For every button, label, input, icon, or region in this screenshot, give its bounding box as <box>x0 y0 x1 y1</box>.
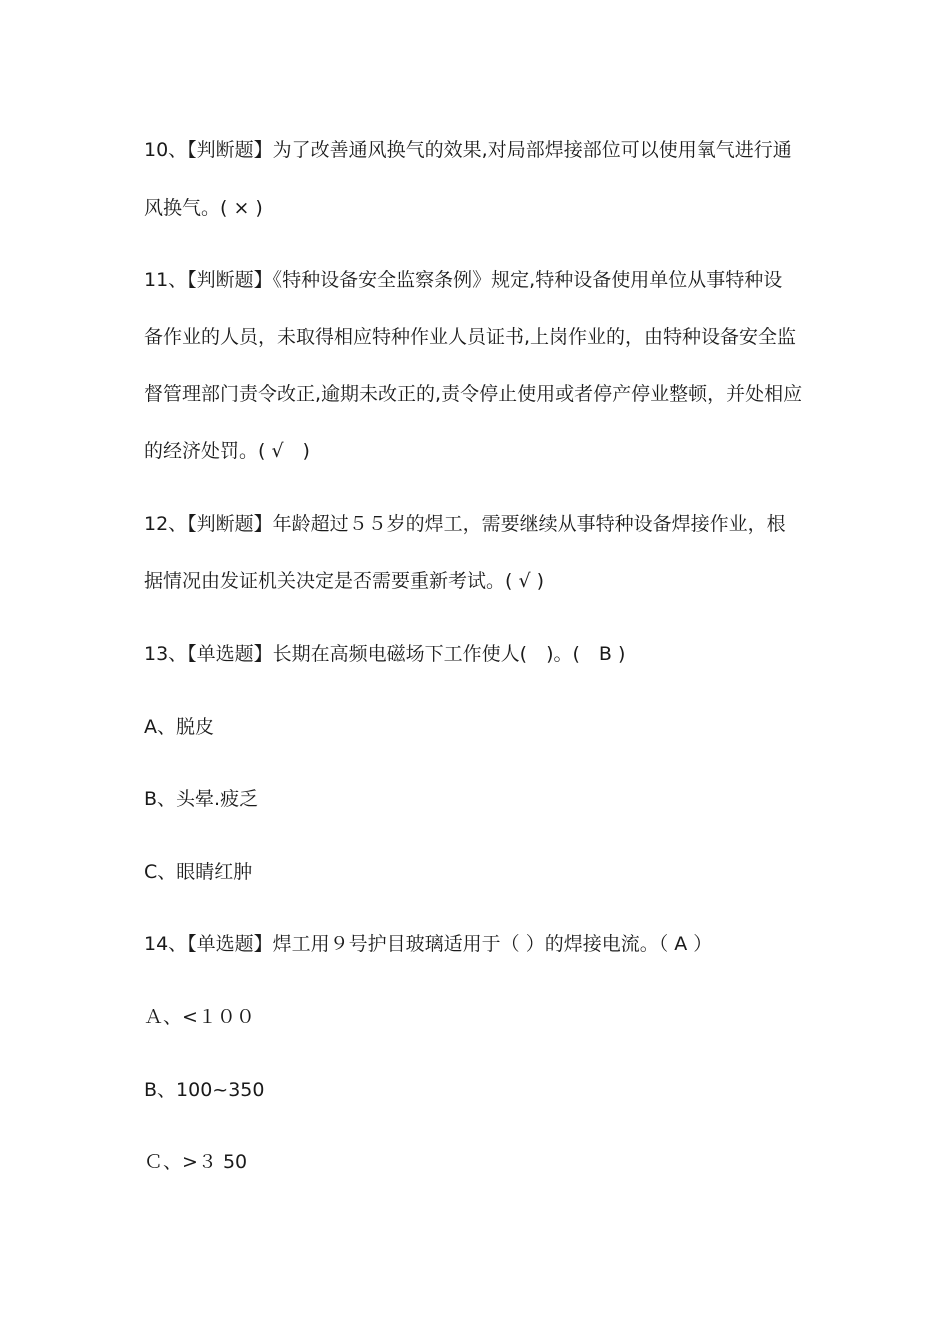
question-14-option-a: Ａ、<１００ <box>144 1006 255 1028</box>
question-12-line-1: 12、【判断题】年龄超过５５岁的焊工，需要继续从事特种设备焊接作业，根 <box>144 513 786 535</box>
question-14-option-c: Ｃ、>３ 50 <box>144 1151 248 1173</box>
question-14-option-b: B、100~350 <box>144 1079 265 1101</box>
question-12-line-2: 据情况由发证机关决定是否需要重新考试。( √ ) <box>144 570 545 592</box>
question-13-line-1: 13、【单选题】长期在高频电磁场下工作使人( )。( B ) <box>144 643 626 665</box>
question-11-line-2: 备作业的人员，未取得相应特种作业人员证书,上岗作业的，由特种设备安全监 <box>144 326 797 348</box>
question-14-line-1: 14、【单选题】焊工用９号护目玻璃适用于（ ）的焊接电流。（ A ） <box>144 933 713 955</box>
question-13-option-a: A、脱皮 <box>144 716 214 738</box>
question-10-line-1: 10、【判断题】为了改善通风换气的效果,对局部焊接部位可以使用氧气进行通 <box>144 139 792 161</box>
question-11-line-4: 的经济处罚。( √ ) <box>144 440 310 462</box>
question-11-line-3: 督管理部门责令改正,逾期未改正的,责令停止使用或者停产停业整顿，并处相应 <box>144 383 803 405</box>
question-13-option-b: B、头晕.疲乏 <box>144 788 259 810</box>
question-11-line-1: 11、【判断题】《特种设备安全监察条例》规定,特种设备使用单位从事特种设 <box>144 269 783 291</box>
question-13-option-c: C、眼睛红肿 <box>144 861 253 883</box>
question-10-line-2: 风换气。( × ) <box>144 197 263 219</box>
